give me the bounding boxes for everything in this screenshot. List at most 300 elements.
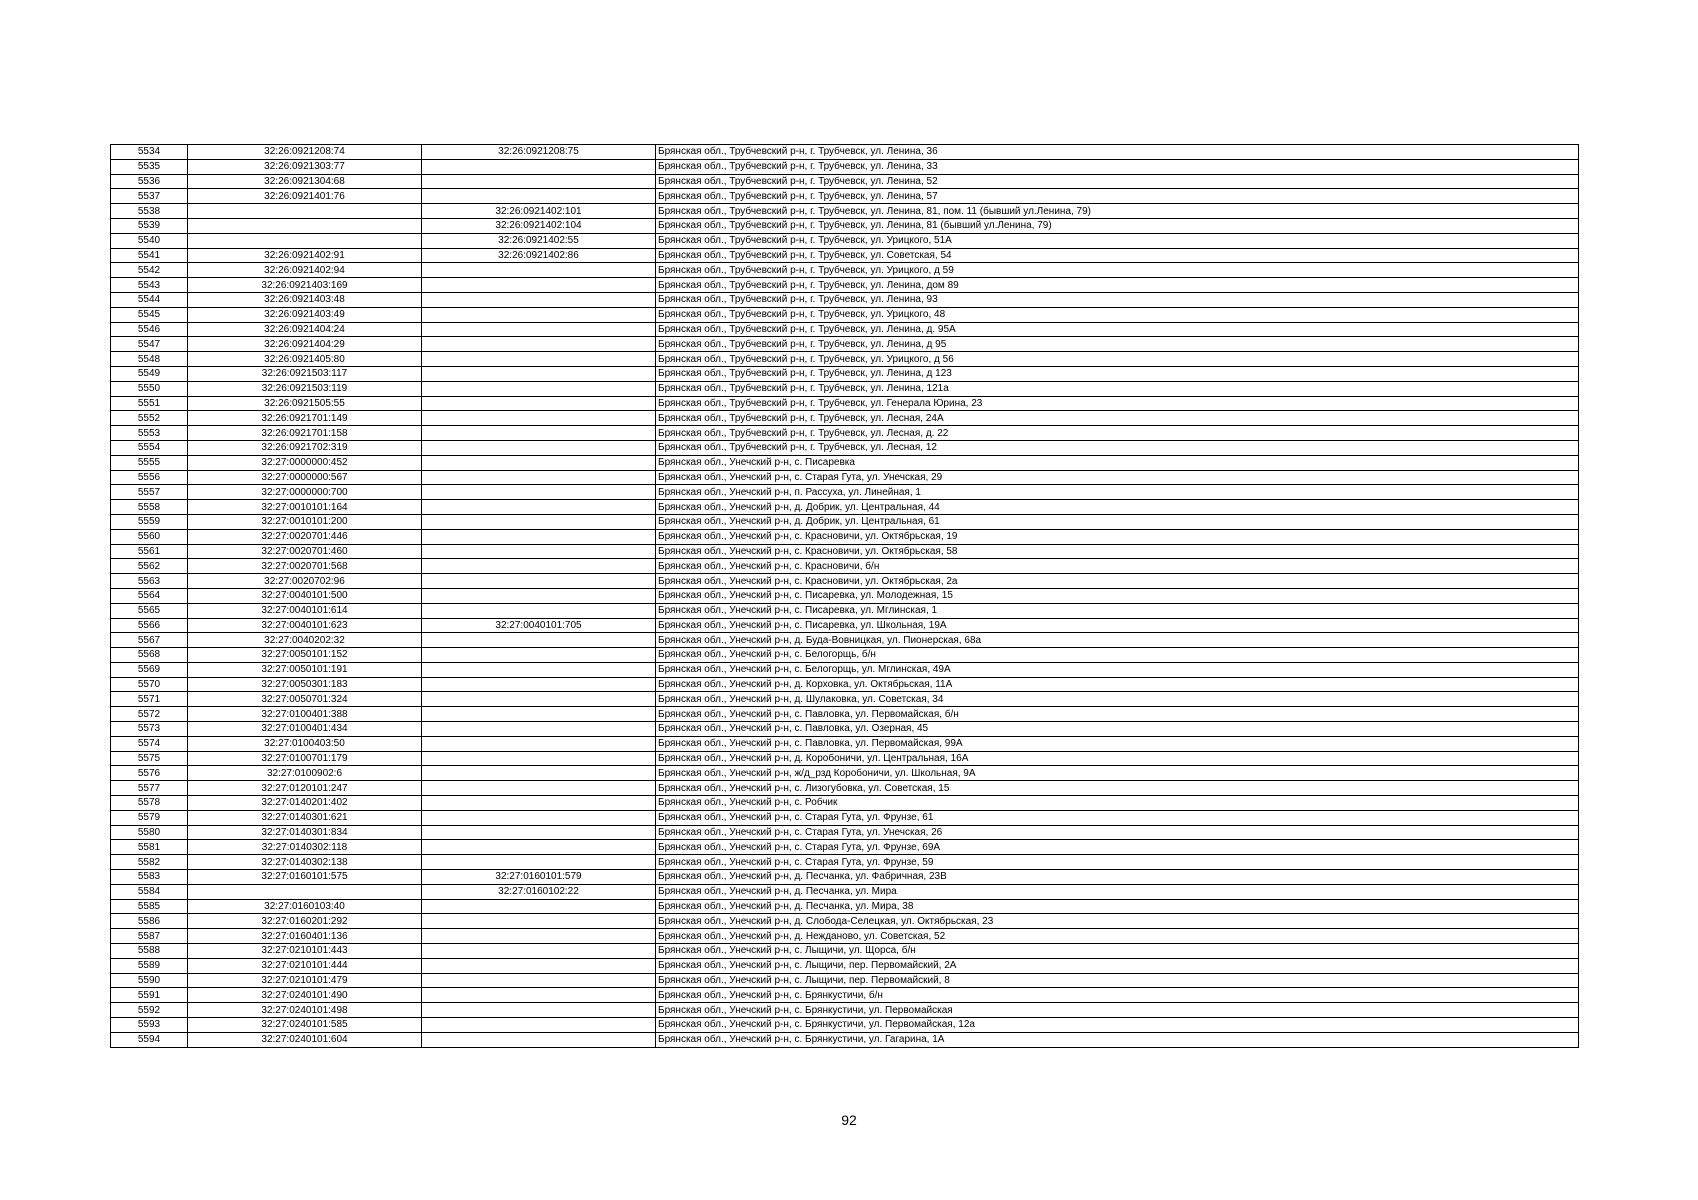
row-number-cell: 5576: [111, 766, 188, 781]
cadastral-number-cell: 32:27:0000000:567: [188, 470, 422, 485]
table-row: [111, 973, 1579, 988]
address-cell: Брянская обл., Унечский р-н, с. Старая Гута, ул. Фрунзе, 59: [656, 855, 1579, 870]
cadastral-number-cell: 32:26:0921404:29: [188, 337, 422, 352]
related-cadastral-number-cell: [422, 426, 656, 441]
related-cadastral-number-cell: [422, 973, 656, 988]
cadastral-number-cell: 32:26:0921405:80: [188, 352, 422, 367]
address-cell: Брянская обл., Унечский р-н, д. Нежданово, ул. Советская, 52: [656, 929, 1579, 944]
address-cell: Брянская обл., Трубчевский р-н, г. Трубчевск, ул. Генерала Юрина, 23: [656, 396, 1579, 411]
related-cadastral-number-cell: [422, 692, 656, 707]
table-row: [111, 884, 1579, 899]
row-number-cell: 5551: [111, 396, 188, 411]
address-cell: Брянская обл., Трубчевский р-н, г. Трубчевск, ул. Лесная, 24А: [656, 411, 1579, 426]
row-number-cell: 5582: [111, 855, 188, 870]
row-number-cell: 5580: [111, 825, 188, 840]
cadastral-number-cell: 32:26:0921503:119: [188, 381, 422, 396]
table-row: [111, 766, 1579, 781]
table-row: [111, 574, 1579, 589]
related-cadastral-number-cell: [422, 485, 656, 500]
cadastral-number-cell: 32:27:0120101:247: [188, 781, 422, 796]
row-number-cell: 5594: [111, 1032, 188, 1047]
row-number-cell: 5579: [111, 810, 188, 825]
cadastral-number-cell: 32:27:0020702:96: [188, 574, 422, 589]
row-number-cell: 5550: [111, 381, 188, 396]
address-cell: Брянская обл., Унечский р-н, с. Лыщичи, ул. Щорса, б/н: [656, 944, 1579, 959]
cadastral-number-cell: 32:27:0040101:614: [188, 603, 422, 618]
cadastral-number-cell: 32:26:0921402:91: [188, 248, 422, 263]
related-cadastral-number-cell: [422, 1003, 656, 1018]
address-cell: Брянская обл., Трубчевский р-н, г. Трубчевск, ул. Урицкого, д 59: [656, 263, 1579, 278]
table-row: [111, 485, 1579, 500]
row-number-cell: 5548: [111, 352, 188, 367]
address-cell: Брянская обл., Унечский р-н, с. Красновичи, б/н: [656, 559, 1579, 574]
row-number-cell: 5534: [111, 145, 188, 160]
cadastral-number-cell: 32:27:0010101:200: [188, 514, 422, 529]
cadastral-number-cell: 32:26:0921503:117: [188, 366, 422, 381]
table-row: [111, 751, 1579, 766]
address-cell: Брянская обл., Трубчевский р-н, г. Трубчевск, ул. Ленина, 36: [656, 145, 1579, 160]
address-cell: Брянская обл., Унечский р-н, с. Робчик: [656, 796, 1579, 811]
table-body: [111, 145, 1579, 1048]
address-cell: Брянская обл., Унечский р-н, с. Павловка, ул. Первомайская, б/н: [656, 707, 1579, 722]
table-row: [111, 677, 1579, 692]
cadastral-number-cell: 32:27:0140301:621: [188, 810, 422, 825]
table-row: [111, 500, 1579, 515]
cadastral-number-cell: 32:26:0921403:49: [188, 307, 422, 322]
address-cell: Брянская обл., Унечский р-н, с. Красновичи, ул. Октябрьская, 2а: [656, 574, 1579, 589]
cadastral-number-cell: 32:27:0050301:183: [188, 677, 422, 692]
table-row: [111, 263, 1579, 278]
cadastral-number-cell: 32:27:0000000:700: [188, 485, 422, 500]
row-number-cell: 5591: [111, 988, 188, 1003]
address-cell: Брянская обл., Унечский р-н, д. Корховка, ул. Октябрьская, 11А: [656, 677, 1579, 692]
cadastral-number-cell: 32:26:0921403:169: [188, 278, 422, 293]
address-cell: Брянская обл., Унечский р-н, д. Песчанка, ул. Мира: [656, 884, 1579, 899]
related-cadastral-number-cell: [422, 307, 656, 322]
cadastral-number-cell: 32:27:0100401:434: [188, 722, 422, 737]
address-cell: Брянская обл., Трубчевский р-н, г. Трубчевск, ул. Ленина, 33: [656, 159, 1579, 174]
cadastral-number-cell: 32:27:0240101:490: [188, 988, 422, 1003]
row-number-cell: 5558: [111, 500, 188, 515]
table-row: [111, 914, 1579, 929]
cadastral-number-cell: 32:26:0921702:319: [188, 440, 422, 455]
address-cell: Брянская обл., Унечский р-н, с. Писаревка, ул. Мглинская, 1: [656, 603, 1579, 618]
related-cadastral-number-cell: [422, 603, 656, 618]
related-cadastral-number-cell: 32:26:0921402:55: [422, 233, 656, 248]
row-number-cell: 5560: [111, 529, 188, 544]
row-number-cell: 5584: [111, 884, 188, 899]
row-number-cell: 5567: [111, 633, 188, 648]
cadastral-number-cell: 32:27:0100401:388: [188, 707, 422, 722]
address-cell: Брянская обл., Унечский р-н, с. Брянкустичи, ул. Первомайская: [656, 1003, 1579, 1018]
related-cadastral-number-cell: [422, 514, 656, 529]
row-number-cell: 5553: [111, 426, 188, 441]
table-row: [111, 529, 1579, 544]
address-cell: Брянская обл., Унечский р-н, ж/д_рзд Коробоничи, ул. Школьная, 9А: [656, 766, 1579, 781]
cadastral-number-cell: 32:26:0921402:94: [188, 263, 422, 278]
row-number-cell: 5538: [111, 204, 188, 219]
related-cadastral-number-cell: [422, 352, 656, 367]
address-cell: Брянская обл., Унечский р-н, с. Брянкустичи, ул. Первомайская, 12а: [656, 1018, 1579, 1033]
row-number-cell: 5578: [111, 796, 188, 811]
row-number-cell: 5536: [111, 174, 188, 189]
related-cadastral-number-cell: [422, 781, 656, 796]
row-number-cell: 5549: [111, 366, 188, 381]
related-cadastral-number-cell: [422, 662, 656, 677]
table-row: [111, 159, 1579, 174]
related-cadastral-number-cell: [422, 337, 656, 352]
table-row: [111, 855, 1579, 870]
table-row: [111, 426, 1579, 441]
related-cadastral-number-cell: [422, 174, 656, 189]
cadastral-number-cell: 32:26:0921403:48: [188, 292, 422, 307]
cadastral-number-cell: [188, 204, 422, 219]
cadastral-number-cell: 32:27:0210101:443: [188, 944, 422, 959]
table-row: [111, 796, 1579, 811]
related-cadastral-number-cell: 32:27:0160101:579: [422, 870, 656, 885]
row-number-cell: 5565: [111, 603, 188, 618]
table-row: [111, 825, 1579, 840]
table-row: [111, 307, 1579, 322]
related-cadastral-number-cell: [422, 810, 656, 825]
row-number-cell: 5588: [111, 944, 188, 959]
address-cell: Брянская обл., Унечский р-н, д. Коробоничи, ул. Центральная, 16А: [656, 751, 1579, 766]
cadastral-number-cell: 32:27:0140302:138: [188, 855, 422, 870]
cadastral-number-cell: 32:27:0140201:402: [188, 796, 422, 811]
related-cadastral-number-cell: 32:26:0921402:104: [422, 218, 656, 233]
cadastral-number-cell: 32:27:0240101:604: [188, 1032, 422, 1047]
table-row: [111, 145, 1579, 160]
related-cadastral-number-cell: [422, 559, 656, 574]
address-cell: Брянская обл., Унечский р-н, с. Брянкустичи, ул. Гагарина, 1А: [656, 1032, 1579, 1047]
table-row: [111, 929, 1579, 944]
cadastral-number-cell: [188, 218, 422, 233]
row-number-cell: 5561: [111, 544, 188, 559]
related-cadastral-number-cell: [422, 914, 656, 929]
row-number-cell: 5541: [111, 248, 188, 263]
cadastral-number-cell: 32:26:0921505:55: [188, 396, 422, 411]
table-row: [111, 366, 1579, 381]
address-cell: Брянская обл., Унечский р-н, д. Шулаковка, ул. Советская, 34: [656, 692, 1579, 707]
cadastral-number-cell: 32:27:0160101:575: [188, 870, 422, 885]
cadastral-number-cell: 32:27:0160401:136: [188, 929, 422, 944]
related-cadastral-number-cell: [422, 322, 656, 337]
cadastral-number-cell: 32:27:0020701:460: [188, 544, 422, 559]
row-number-cell: 5537: [111, 189, 188, 204]
table-row: [111, 248, 1579, 263]
row-number-cell: 5587: [111, 929, 188, 944]
cadastral-number-cell: 32:27:0210101:479: [188, 973, 422, 988]
address-cell: Брянская обл., Трубчевский р-н, г. Трубчевск, ул. Лесная, 12: [656, 440, 1579, 455]
row-number-cell: 5559: [111, 514, 188, 529]
related-cadastral-number-cell: [422, 544, 656, 559]
address-cell: Брянская обл., Трубчевский р-н, г. Трубчевск, ул. Ленина, д. 95А: [656, 322, 1579, 337]
row-number-cell: 5585: [111, 899, 188, 914]
table-row: [111, 278, 1579, 293]
row-number-cell: 5563: [111, 574, 188, 589]
table-row: [111, 1032, 1579, 1047]
related-cadastral-number-cell: 32:26:0921402:101: [422, 204, 656, 219]
table-row: [111, 411, 1579, 426]
address-cell: Брянская обл., Унечский р-н, с. Лыщичи, пер. Первомайский, 2А: [656, 958, 1579, 973]
row-number-cell: 5583: [111, 870, 188, 885]
related-cadastral-number-cell: [422, 722, 656, 737]
address-cell: Брянская обл., Унечский р-н, с. Старая Гута, ул. Унечская, 29: [656, 470, 1579, 485]
address-cell: Брянская обл., Трубчевский р-н, г. Трубчевск, ул. Ленина, 81, пом. 11 (бывший ул.Ленина, 79): [656, 204, 1579, 219]
address-cell: Брянская обл., Унечский р-н, с. Писаревка, ул. Школьная, 19А: [656, 618, 1579, 633]
related-cadastral-number-cell: [422, 736, 656, 751]
related-cadastral-number-cell: [422, 381, 656, 396]
row-number-cell: 5572: [111, 707, 188, 722]
related-cadastral-number-cell: [422, 899, 656, 914]
cadastral-number-cell: 32:26:0921701:158: [188, 426, 422, 441]
address-cell: Брянская обл., Унечский р-н, п. Рассуха, ул. Линейная, 1: [656, 485, 1579, 500]
row-number-cell: 5535: [111, 159, 188, 174]
related-cadastral-number-cell: [422, 929, 656, 944]
table-row: [111, 692, 1579, 707]
table-row: [111, 662, 1579, 677]
table-row: [111, 588, 1579, 603]
row-number-cell: 5590: [111, 973, 188, 988]
cadastral-number-cell: 32:26:0921404:24: [188, 322, 422, 337]
related-cadastral-number-cell: [422, 278, 656, 293]
address-cell: Брянская обл., Унечский р-н, д. Добрик, ул. Центральная, 44: [656, 500, 1579, 515]
address-cell: Брянская обл., Унечский р-н, с. Лизогубовка, ул. Советская, 15: [656, 781, 1579, 796]
related-cadastral-number-cell: [422, 1032, 656, 1047]
table-row: [111, 189, 1579, 204]
cadastral-number-cell: [188, 884, 422, 899]
row-number-cell: 5575: [111, 751, 188, 766]
table-row: [111, 1018, 1579, 1033]
related-cadastral-number-cell: [422, 766, 656, 781]
row-number-cell: 5571: [111, 692, 188, 707]
row-number-cell: 5577: [111, 781, 188, 796]
table-row: [111, 381, 1579, 396]
row-number-cell: 5593: [111, 1018, 188, 1033]
row-number-cell: 5562: [111, 559, 188, 574]
cadastral-number-cell: 32:27:0020701:568: [188, 559, 422, 574]
table-row: [111, 233, 1579, 248]
related-cadastral-number-cell: [422, 292, 656, 307]
address-cell: Брянская обл., Унечский р-н, с. Писаревка: [656, 455, 1579, 470]
related-cadastral-number-cell: [422, 159, 656, 174]
address-cell: Брянская обл., Унечский р-н, с. Красновичи, ул. Октябрьская, 19: [656, 529, 1579, 544]
table-row: [111, 944, 1579, 959]
row-number-cell: 5566: [111, 618, 188, 633]
cadastral-number-cell: [188, 233, 422, 248]
address-cell: Брянская обл., Унечский р-н, с. Старая Гута, ул. Фрунзе, 61: [656, 810, 1579, 825]
address-cell: Брянская обл., Унечский р-н, д. Песчанка, ул. Мира, 38: [656, 899, 1579, 914]
table-row: [111, 899, 1579, 914]
related-cadastral-number-cell: [422, 648, 656, 663]
related-cadastral-number-cell: [422, 500, 656, 515]
cadastral-number-cell: 32:27:0010101:164: [188, 500, 422, 515]
related-cadastral-number-cell: 32:27:0040101:705: [422, 618, 656, 633]
table-row: [111, 736, 1579, 751]
row-number-cell: 5540: [111, 233, 188, 248]
row-number-cell: 5555: [111, 455, 188, 470]
address-cell: Брянская обл., Унечский р-н, с. Брянкустичи, б/н: [656, 988, 1579, 1003]
table-row: [111, 292, 1579, 307]
cadastral-number-cell: 32:27:0100403:50: [188, 736, 422, 751]
address-cell: Брянская обл., Трубчевский р-н, г. Трубчевск, ул. Ленина, 57: [656, 189, 1579, 204]
table-row: [111, 603, 1579, 618]
cadastral-number-cell: 32:27:0160201:292: [188, 914, 422, 929]
address-cell: Брянская обл., Трубчевский р-н, г. Трубчевск, ул. Урицкого, д 56: [656, 352, 1579, 367]
table-row: [111, 781, 1579, 796]
cadastral-number-cell: 32:26:0921401:76: [188, 189, 422, 204]
related-cadastral-number-cell: [422, 440, 656, 455]
row-number-cell: 5574: [111, 736, 188, 751]
table-row: [111, 810, 1579, 825]
page-number: 92: [841, 1112, 857, 1128]
table-row: [111, 633, 1579, 648]
address-cell: Брянская обл., Трубчевский р-н, г. Трубчевск, ул. Ленина, 52: [656, 174, 1579, 189]
related-cadastral-number-cell: [422, 796, 656, 811]
related-cadastral-number-cell: [422, 677, 656, 692]
cadastral-number-cell: 32:27:0040101:623: [188, 618, 422, 633]
row-number-cell: 5544: [111, 292, 188, 307]
cadastral-number-cell: 32:27:0050101:152: [188, 648, 422, 663]
table-row: [111, 337, 1579, 352]
table-row: [111, 648, 1579, 663]
cadastral-number-cell: 32:26:0921208:74: [188, 145, 422, 160]
row-number-cell: 5539: [111, 218, 188, 233]
table-row: [111, 870, 1579, 885]
table-row: [111, 544, 1579, 559]
address-cell: Брянская обл., Унечский р-н, д. Слобода-Селецкая, ул. Октябрьская, 23: [656, 914, 1579, 929]
related-cadastral-number-cell: 32:27:0160102:22: [422, 884, 656, 899]
cadastral-number-cell: 32:27:0140301:834: [188, 825, 422, 840]
cadastral-number-cell: 32:27:0240101:585: [188, 1018, 422, 1033]
row-number-cell: 5547: [111, 337, 188, 352]
row-number-cell: 5557: [111, 485, 188, 500]
row-number-cell: 5564: [111, 588, 188, 603]
related-cadastral-number-cell: [422, 470, 656, 485]
row-number-cell: 5545: [111, 307, 188, 322]
related-cadastral-number-cell: [422, 751, 656, 766]
related-cadastral-number-cell: [422, 411, 656, 426]
row-number-cell: 5573: [111, 722, 188, 737]
table-row: [111, 559, 1579, 574]
address-cell: Брянская обл., Трубчевский р-н, г. Трубчевск, ул. Советская, 54: [656, 248, 1579, 263]
address-cell: Брянская обл., Унечский р-н, с. Красновичи, ул. Октябрьская, 58: [656, 544, 1579, 559]
related-cadastral-number-cell: [422, 263, 656, 278]
address-cell: Брянская обл., Трубчевский р-н, г. Трубчевск, ул. Урицкого, 48: [656, 307, 1579, 322]
address-cell: Брянская обл., Трубчевский р-н, г. Трубчевск, ул. Ленина, д 95: [656, 337, 1579, 352]
row-number-cell: 5581: [111, 840, 188, 855]
data-table: [110, 144, 1579, 1048]
address-cell: Брянская обл., Трубчевский р-н, г. Трубчевск, ул. Ленина, д 123: [656, 366, 1579, 381]
related-cadastral-number-cell: [422, 707, 656, 722]
cadastral-number-cell: 32:27:0100701:179: [188, 751, 422, 766]
cadastral-number-cell: 32:27:0040202:32: [188, 633, 422, 648]
address-cell: Брянская обл., Унечский р-н, с. Павловка, ул. Озерная, 45: [656, 722, 1579, 737]
table-row: [111, 958, 1579, 973]
address-cell: Брянская обл., Унечский р-н, с. Старая Гута, ул. Фрунзе, 69А: [656, 840, 1579, 855]
address-cell: Брянская обл., Унечский р-н, с. Старая Гута, ул. Унечская, 26: [656, 825, 1579, 840]
table-row: [111, 470, 1579, 485]
cadastral-number-cell: 32:27:0210101:444: [188, 958, 422, 973]
row-number-cell: 5568: [111, 648, 188, 663]
cadastral-number-cell: 32:27:0020701:446: [188, 529, 422, 544]
cadastral-number-cell: 32:26:0921304:68: [188, 174, 422, 189]
related-cadastral-number-cell: [422, 633, 656, 648]
table-row: [111, 204, 1579, 219]
cadastral-number-cell: 32:27:0040101:500: [188, 588, 422, 603]
table-row: [111, 722, 1579, 737]
address-cell: Брянская обл., Трубчевский р-н, г. Трубчевск, ул. Ленина, дом 89: [656, 278, 1579, 293]
table-row: [111, 455, 1579, 470]
table-row: [111, 352, 1579, 367]
address-cell: Брянская обл., Унечский р-н, с. Писаревка, ул. Молодежная, 15: [656, 588, 1579, 603]
related-cadastral-number-cell: [422, 529, 656, 544]
address-cell: Брянская обл., Трубчевский р-н, г. Трубчевск, ул. Ленина, 93: [656, 292, 1579, 307]
cadastral-number-cell: 32:27:0140302:118: [188, 840, 422, 855]
table-row: [111, 840, 1579, 855]
row-number-cell: 5569: [111, 662, 188, 677]
table-row: [111, 988, 1579, 1003]
related-cadastral-number-cell: [422, 588, 656, 603]
table-row: [111, 440, 1579, 455]
row-number-cell: 5554: [111, 440, 188, 455]
related-cadastral-number-cell: [422, 944, 656, 959]
related-cadastral-number-cell: [422, 396, 656, 411]
row-number-cell: 5586: [111, 914, 188, 929]
address-cell: Брянская обл., Трубчевский р-н, г. Трубчевск, ул. Ленина, 81 (бывший ул.Ленина, 79): [656, 218, 1579, 233]
row-number-cell: 5592: [111, 1003, 188, 1018]
address-cell: Брянская обл., Трубчевский р-н, г. Трубчевск, ул. Лесная, д. 22: [656, 426, 1579, 441]
table-row: [111, 396, 1579, 411]
table-row: [111, 707, 1579, 722]
row-number-cell: 5546: [111, 322, 188, 337]
row-number-cell: 5552: [111, 411, 188, 426]
cadastral-number-cell: 32:27:0050701:324: [188, 692, 422, 707]
address-cell: Брянская обл., Унечский р-н, д. Буда-Вовницкая, ул. Пионерская, 68а: [656, 633, 1579, 648]
related-cadastral-number-cell: [422, 574, 656, 589]
cadastral-number-cell: 32:27:0240101:498: [188, 1003, 422, 1018]
row-number-cell: 5589: [111, 958, 188, 973]
table-row: [111, 618, 1579, 633]
row-number-cell: 5556: [111, 470, 188, 485]
cadastral-number-cell: 32:27:0160103:40: [188, 899, 422, 914]
cadastral-number-cell: 32:27:0050101:191: [188, 662, 422, 677]
address-cell: Брянская обл., Унечский р-н, с. Павловка, ул. Первомайская, 99А: [656, 736, 1579, 751]
related-cadastral-number-cell: [422, 855, 656, 870]
cadastral-number-cell: 32:27:0000000:452: [188, 455, 422, 470]
related-cadastral-number-cell: [422, 1018, 656, 1033]
cadastral-number-cell: 32:26:0921303:77: [188, 159, 422, 174]
table-row: [111, 174, 1579, 189]
address-cell: Брянская обл., Унечский р-н, с. Лыщичи, пер. Первомайский, 8: [656, 973, 1579, 988]
table-row: [111, 218, 1579, 233]
table-row: [111, 322, 1579, 337]
related-cadastral-number-cell: 32:26:0921208:75: [422, 145, 656, 160]
related-cadastral-number-cell: [422, 988, 656, 1003]
cadastral-number-cell: 32:26:0921701:149: [188, 411, 422, 426]
table-row: [111, 1003, 1579, 1018]
address-cell: Брянская обл., Унечский р-н, д. Песчанка, ул. Фабричная, 23В: [656, 870, 1579, 885]
address-cell: Брянская обл., Трубчевский р-н, г. Трубчевск, ул. Урицкого, 51А: [656, 233, 1579, 248]
address-cell: Брянская обл., Унечский р-н, д. Добрик, ул. Центральная, 61: [656, 514, 1579, 529]
related-cadastral-number-cell: [422, 455, 656, 470]
related-cadastral-number-cell: [422, 825, 656, 840]
table-row: [111, 514, 1579, 529]
related-cadastral-number-cell: [422, 840, 656, 855]
row-number-cell: 5543: [111, 278, 188, 293]
row-number-cell: 5570: [111, 677, 188, 692]
related-cadastral-number-cell: 32:26:0921402:86: [422, 248, 656, 263]
